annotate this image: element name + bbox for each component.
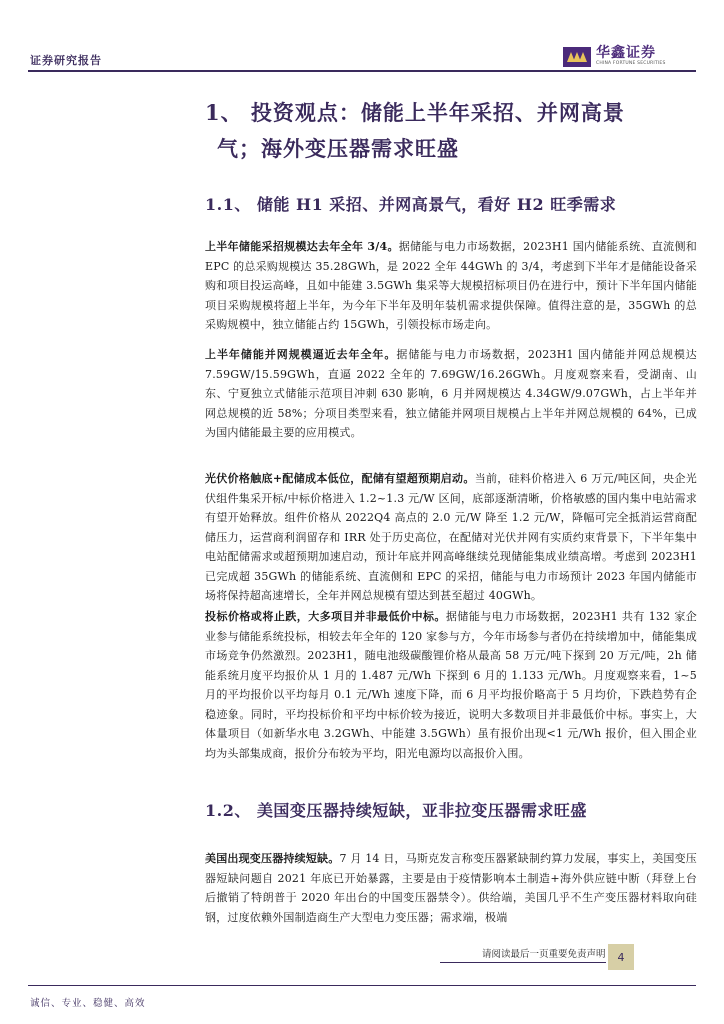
disclaimer-note: 请阅读最后一页重要免责声明 [482, 949, 606, 960]
report-type-label: 证券研究报告 [30, 54, 102, 67]
paragraph-body: 7 月 14 日，马斯克发言称变压器紧缺制约算力发展，事实上，美国变压器短缺问题自 2021 年底已开始暴露，主要是由于疫情影响本土制造+海外供应链中断（拜登上台后撤销了特朗普于 2020 年出台的中国变压器禁令）。供给端，美国几乎不生产变压器材料取向硅钢，过度依赖外国制造商生产大型电力变压器；需求端，极端 [205, 852, 697, 924]
company-logo [563, 46, 666, 67]
section-title [205, 95, 695, 167]
footer-underline [440, 962, 606, 963]
header-divider [28, 70, 696, 72]
section-title-line1: 1、 投资观点：储能上半年采招、并网高景 [205, 100, 625, 125]
logo-text-cn: 华鑫证券 [596, 45, 656, 61]
paragraph [205, 237, 697, 335]
paragraph-lead: 投标价格或将止跌，大多项目并非最低价中标。 [205, 610, 446, 623]
paragraph-lead: 美国出现变压器持续短缺。 [205, 852, 340, 865]
paragraph-body: 据储能与电力市场数据，2023H1 共有 132 家企业参与储能系统投标，相较去年全年的 120 家参与方，今年市场参与者仍在持续增加中，储能集成市场竞争仍然激烈。2023H1，随电池级碳酸锂价格从最高 58 万元/吨下探到 20 万元/吨，2h 储能系统月度平均报价从 1 月的 1.487 元/Wh 下探到 6 月的 1.133 元/Wh。月度观察来看，1~5 月的平均报价以平均每月 0.1 元/Wh 速度下降，而 6 月平均报价略高于 5 月均价，下跌趋势有企稳迹象。同时，平均投标价和平均中标价较为接近，说明大多数项目并非最低价中标。事实上，大体量项目（如新华水电 3.2GWh、中能建 3.5GWh）虽有报价出现<1 元/Wh 报价，但入围企业均为头部集成商，报价分布较为平均，阳光电源均以高报价入围。 [205, 610, 697, 760]
subsection-title-2: 1.2、 美国变压器持续短缺，亚非拉变压器需求旺盛 [205, 801, 587, 820]
section-title-line2: 气；海外变压器需求旺盛 [217, 136, 459, 161]
paragraph [205, 607, 697, 763]
paragraph-body: 据储能与电力市场数据，2023H1 国内储能系统、直流侧和 EPC 的总采购规模达 35.28GWh，是 2022 全年 44GWh 的 3/4，考虑到下半年才是储能设备采购和项目投运高峰，且如中能建 3.5GWh 集采等大规模招标项目仍在进行中，预计下半年国内储能项目采购规模将超上半年，为今年下半年及明年装机需求提供保障。值得注意的是，35GWh 的总采购规模中，独立储能占约 15GWh，引领投标市场走向。 [205, 240, 697, 331]
paragraph-body: 据储能与电力市场数据，2023H1 国内储能并网总规模达 7.59GW/15.59GWh，直逼 2022 全年的 7.69GW/16.26GWh。月度观察来看，受湖南、山东、宁夏独立式储能示范项目冲刺 630 影响，6 月并网规模达 4.34GW/9.07GWh，占上半年并网总规模的近 58%；分项目类型来看，独立储能并网项目规模占上半年并网总规模的 64%，已成为国内储能最主要的应用模式。 [205, 348, 697, 439]
paragraph-body: 当前，硅料价格进入 6 万元/吨区间，央企光伏组件集采开标/中标价格进入 1.2~1.3 元/W 区间，底部逐渐清晰，价格敏感的国内集中电站需求有望开始释放。组件价格从 2022Q4 高点的 2.0 元/W 降至 1.2 元/W，降幅可完全抵消运营商配储压力，运营商利润留存和 IRR 处于历史高位，在配储对光伏并网有实质约束背景下，下半年集中电站配储需求或超预期加速启动，预计年底并网高峰继续兑现储能集成业绩高增。考虑到 2023H1 已完成超 35GWh 的储能系统、直流侧和 EPC 的采招，储能与电力市场预计 2023 年国内储能市场将保持超高速增长，全年并网总规模有望达到甚至超过 40GWh。 [205, 472, 697, 602]
company-motto: 诚信、专业、稳健、高效 [30, 998, 146, 1009]
paragraph [205, 345, 697, 443]
page-number: 4 [608, 944, 634, 970]
paragraph-lead: 上半年储能并网规模逼近去年全年。 [205, 348, 397, 361]
subsection-title-1: 1.1、 储能 H1 采招、并网高景气，看好 H2 旺季需求 [205, 195, 617, 214]
footer-divider [28, 985, 696, 986]
paragraph [205, 849, 697, 927]
paragraph [205, 469, 697, 606]
logo-text-en: CHINA FORTUNE SECURITIES [596, 61, 666, 66]
paragraph-lead: 上半年储能采招规模达去年全年 3/4。 [205, 240, 399, 253]
paragraph-lead: 光伏价格触底+配储成本低位，配储有望超预期启动。 [205, 472, 475, 485]
logo-icon [563, 47, 591, 67]
